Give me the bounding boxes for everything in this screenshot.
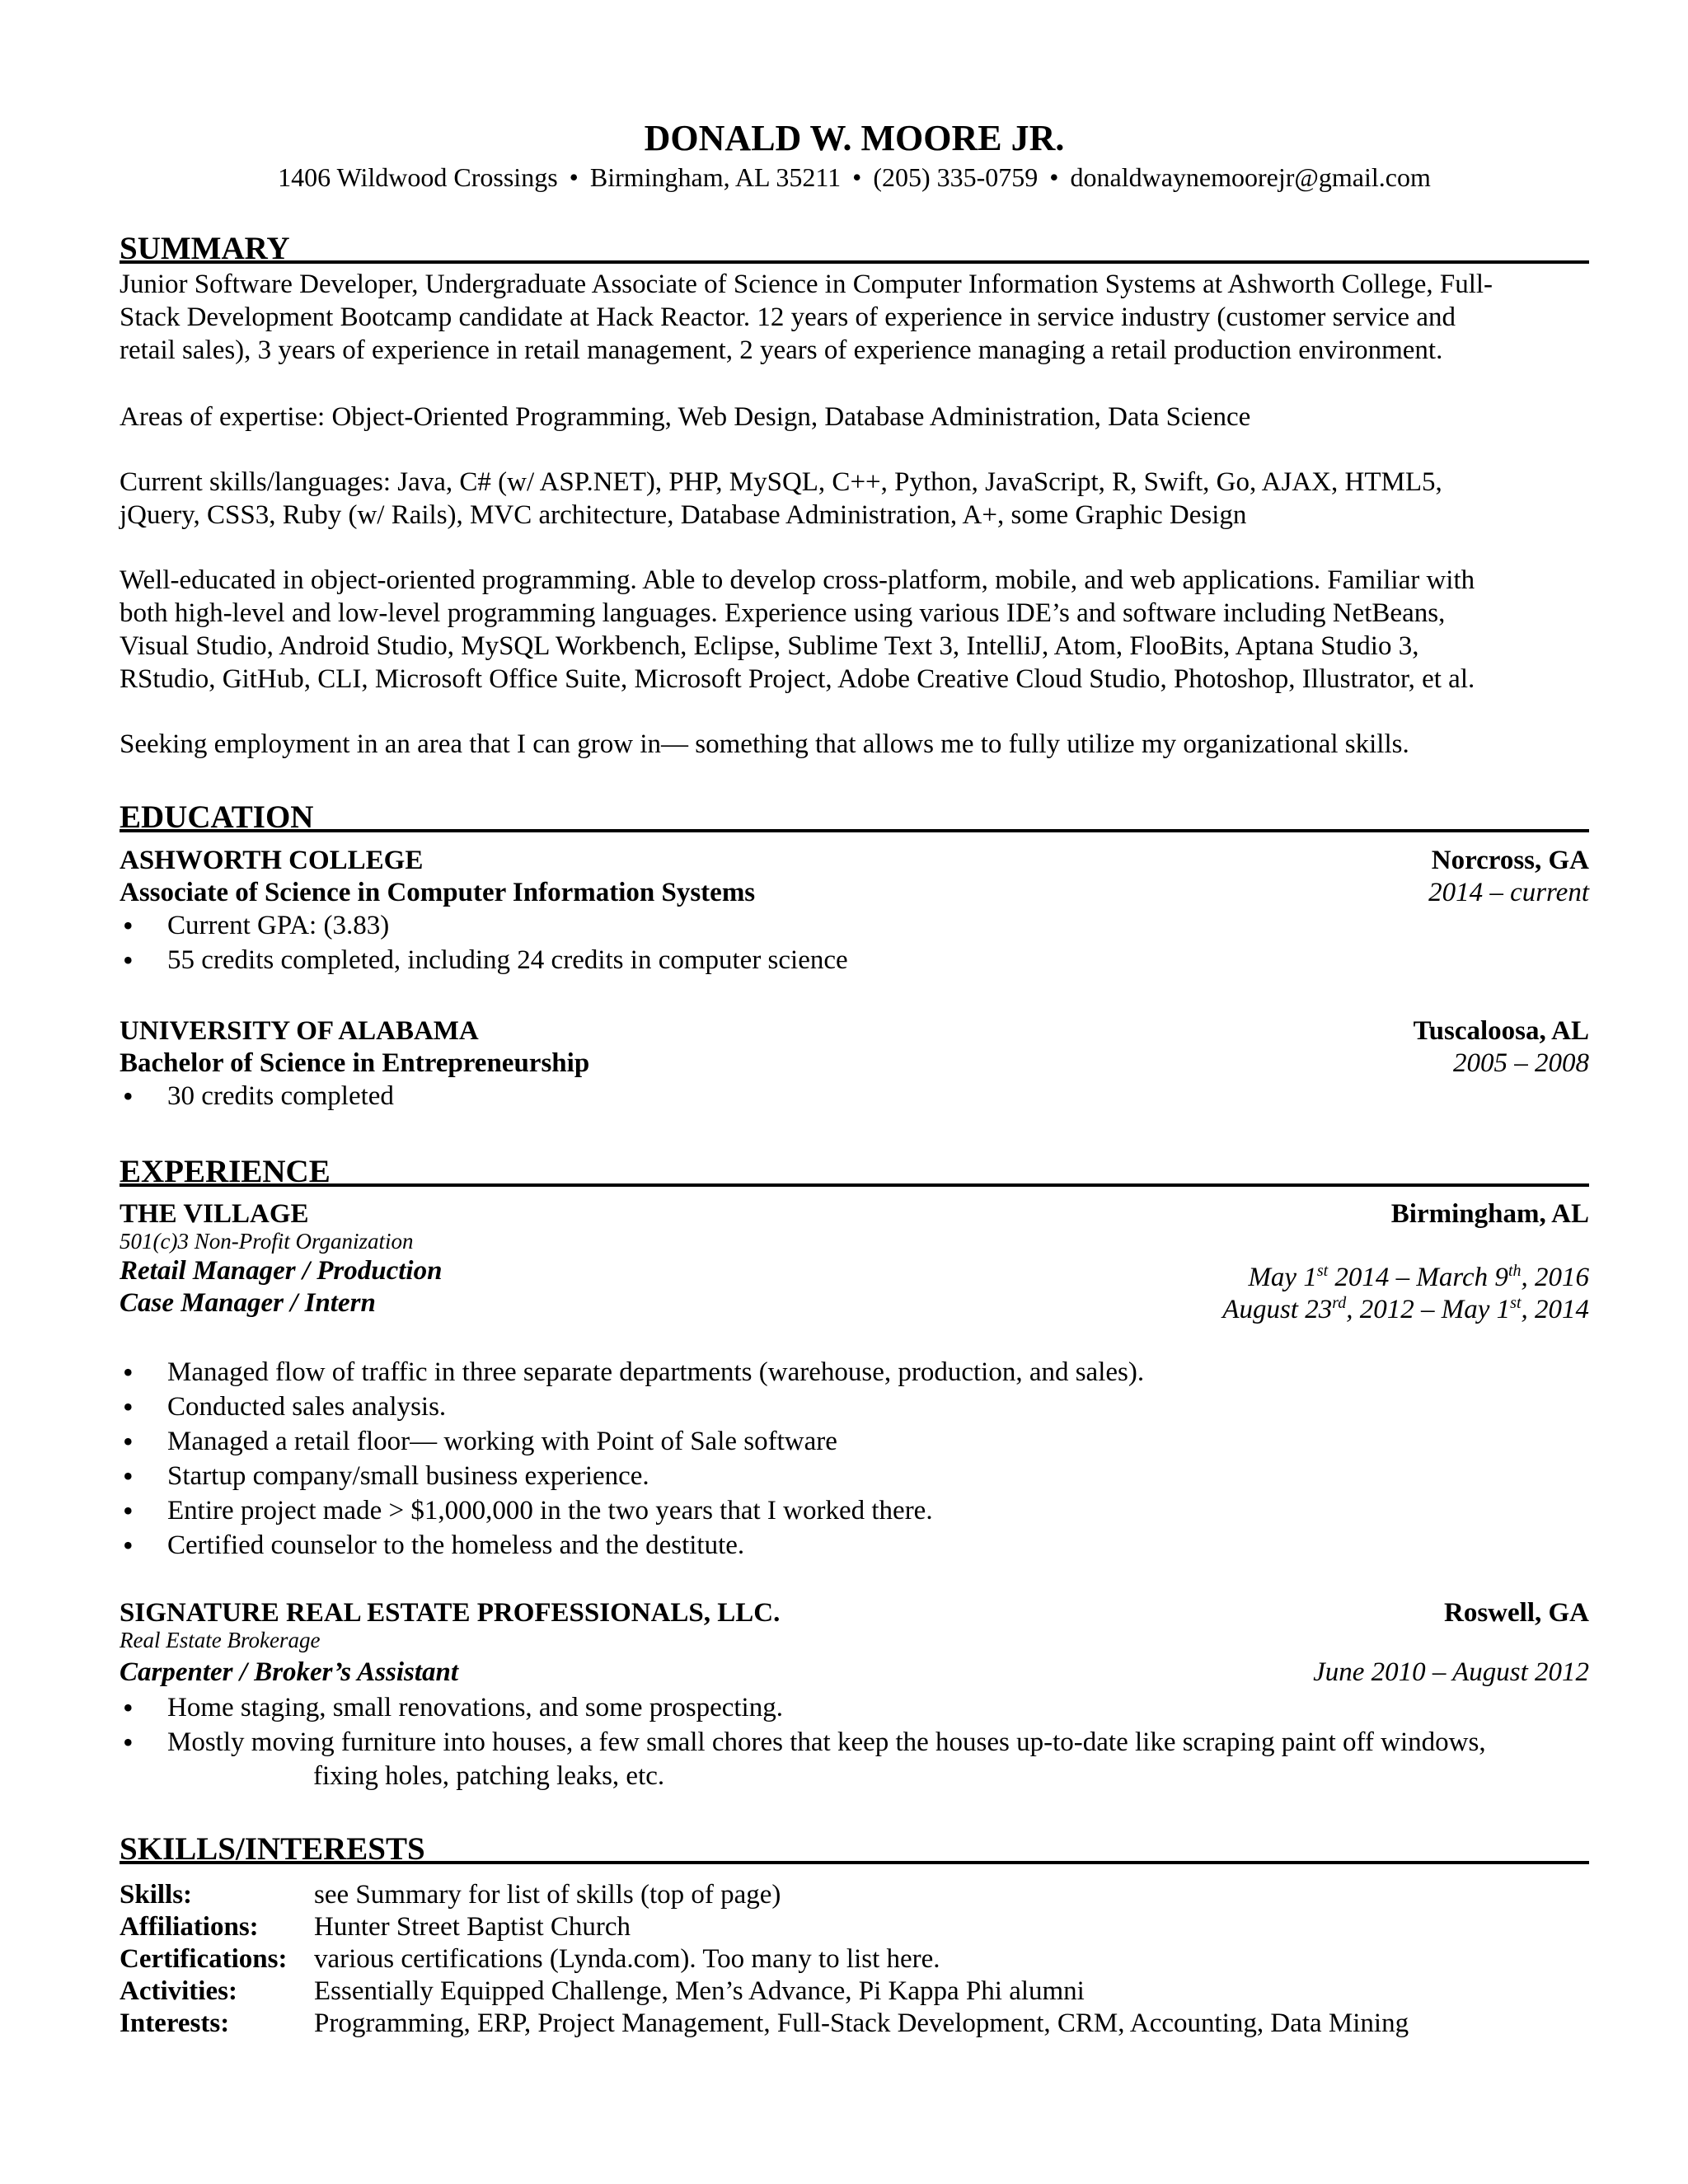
skills-label: Skills: [120,1880,193,1910]
school-row [120,844,1589,877]
job-bullets [120,1355,1589,1563]
skills-label: Affiliations: [120,1912,259,1942]
company-type-row [120,1627,1589,1660]
company-row [120,1197,1589,1230]
school-name: UNIVERSITY OF ALABAMA [120,1016,479,1046]
skills-label: Certifications: [120,1944,288,1974]
summary-paragraph: Junior Software Developer, Undergraduate Associate of Science in Computer Information Systems at Ashworth College, Full- Stack Development Bootcamp candidate at Hack Reactor. 12 years of experience in service industry (customer service and retail sales), 3 years of experience in retail management, 2 years of experience managing a retail production environment. [120,269,1493,365]
degree-dates: 2005 – 2008 [1453,1048,1589,1078]
degree-dates: 2014 – current [1428,878,1589,907]
company-row [120,1596,1589,1629]
role-title: Case Manager / Intern [120,1288,376,1318]
experience-heading: EXPERIENCE [120,1147,1589,1187]
school-row [120,1015,1589,1047]
phone: (205) 335-0759 [873,162,1039,192]
role-title: Retail Manager / Production [120,1256,443,1286]
skills-row [120,1879,1589,1911]
candidate-name: DONALD W. MOORE JR. [644,118,1065,158]
contact-line [120,161,1589,194]
company-location: Birmingham, AL [1390,1199,1589,1229]
list-item: • Mostly moving furniture into houses, a few small chores that keep the houses up-to-date like scraping paint off windows, fixing holes, patching leaks, etc. [120,1725,1589,1793]
list-item: • Current GPA: (3.83) [120,908,1589,943]
objective-paragraph: Seeking employment in an area that I can grow in— something that allows me to fully utilize my organizational skills. [120,729,1409,759]
degree: Associate of Science in Computer Information Systems [120,878,756,907]
skills-row [120,1975,1589,2008]
company-name: THE VILLAGE [120,1199,309,1229]
skills-row [120,1911,1589,1943]
skills-value: various certifications (Lynda.com). Too many to list here. [314,1944,940,1974]
degree-row [120,876,1589,909]
role-dates: August 23rd, 2012 – May 1st, 2014 [1222,1294,1589,1324]
school-bullets [120,1079,1589,1113]
skills-row [120,2008,1589,2040]
separator: • [852,162,862,192]
skills-row [120,1943,1589,1975]
school-location: Norcross, GA [1431,846,1589,875]
list-item: • Startup company/small business experience. [120,1459,1589,1493]
job-bullets [120,1690,1589,1793]
city: Birmingham, AL 35211 [589,162,842,192]
skills-paragraph: Current skills/languages: Java, C# (w/ ASP.NET), PHP, MySQL, C++, Python, JavaScript, R, Swift, Go, AJAX, HTML5, jQuery, CSS3, Ruby (w/ Rails), MVC architecture, Database Administration, A+, some Graphic Design [120,467,1442,530]
education-summary-paragraph: Well-educated in object-oriented programming. Able to develop cross-platform, mobile, and web applications. Familiar with both high-level and low-level programming languages. Experience using various IDE’s and software including NetBeans, Visual Studio, Android Studio, MySQL Workbench, Eclipse, Sublime Text 3, IntelliJ, Atom, FlooBits, Aptana Studio 3, RStudio, GitHub, CLI, Microsoft Office Suite, Microsoft Project, Adobe Creative Cloud Studio, Photoshop, Illustrator, et al. [120,565,1475,694]
role-row [120,1286,1589,1324]
skills-table [120,1879,1589,2040]
school-bullets [120,908,1589,977]
list-item: • Entire project made > $1,000,000 in the two years that I worked there. [120,1493,1589,1528]
skills-label: Interests: [120,2008,230,2038]
role-dates: May 1st 2014 – March 9th, 2016 [1248,1262,1589,1292]
bullet-continuation: fixing holes, patching leaks, etc. [313,1761,665,1791]
skills-value: see Summary for list of skills (top of page) [314,1880,781,1910]
role-title: Carpenter / Broker’s Assistant [120,1657,459,1687]
resume-page [120,0,1589,2184]
list-item: • Managed a retail floor— working with Point of Sale software [120,1424,1589,1459]
email: donaldwaynemoorejr@gmail.com [1070,162,1431,192]
summary-heading: SUMMARY [120,224,1589,264]
company-location: Roswell, GA [1444,1598,1589,1628]
list-item: • Conducted sales analysis. [120,1390,1589,1424]
role-row [120,1656,1589,1689]
company-type: 501(c)3 Non-Profit Organization [120,1229,414,1254]
company-name: SIGNATURE REAL ESTATE PROFESSIONALS, LLC. [120,1598,781,1628]
separator: • [1049,162,1059,192]
expertise-paragraph: Areas of expertise: Object-Oriented Programming, Web Design, Database Administration, Data Science [120,402,1251,432]
list-item: • 30 credits completed [120,1079,1589,1113]
skills-label: Activities: [120,1976,237,2006]
skills-value: Essentially Equipped Challenge, Men’s Advance, Pi Kappa Phi alumni [314,1976,1085,2006]
role-row [120,1254,1589,1292]
role-dates: June 2010 – August 2012 [1313,1657,1589,1687]
list-item: • Home staging, small renovations, and some prospecting. [120,1690,1589,1725]
list-item: • 55 credits completed, including 24 credits in computer science [120,943,1589,977]
list-item: • Certified counselor to the homeless and the destitute. [120,1528,1589,1563]
school-location: Tuscaloosa, AL [1413,1016,1589,1046]
skills-value: Programming, ERP, Project Management, Full-Stack Development, CRM, Accounting, Data Mining [314,2008,1409,2038]
company-type: Real Estate Brokerage [120,1628,321,1652]
school-name: ASHWORTH COLLEGE [120,846,424,875]
degree-row [120,1047,1589,1080]
education-heading: EDUCATION [120,793,1589,832]
degree: Bachelor of Science in Entrepreneurship [120,1048,590,1078]
address: 1406 Wildwood Crossings [278,162,558,192]
skills-heading: SKILLS/INTERESTS [120,1825,1589,1864]
list-item: • Managed flow of traffic in three separate departments (warehouse, production, and sales). [120,1355,1589,1390]
separator: • [569,162,579,192]
skills-value: Hunter Street Baptist Church [314,1912,631,1942]
